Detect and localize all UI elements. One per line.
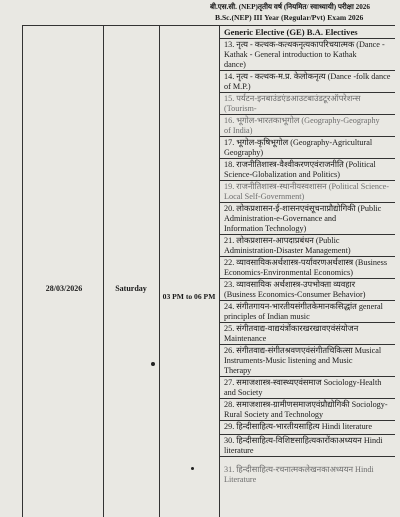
- subject-line: Literature: [224, 475, 257, 485]
- subject-line: 27. समाजशास्त्र-स्वास्थ्यएवंसमाज Sociology-Health: [224, 378, 382, 387]
- section-title: Generic Elective (GE) B.A. Electives: [219, 26, 395, 39]
- subject-line: 31. हिन्दीसाहित्य-रचनात्मकलेखनकाअध्ययन Hindi: [224, 465, 374, 474]
- subject-list: [219, 39, 395, 494]
- subject-line: 20. लोकप्रशासन-ई-शासनएवंसूचनाप्रौद्योगिकी (Public: [224, 204, 382, 213]
- header-hindi: बी.एस.सी. (NEP)तृतीय वर्ष (नियमित/ स्वाध्यायी) परीक्षा 2026: [210, 3, 370, 11]
- subject-line: literature: [224, 446, 254, 456]
- schedule-table: [22, 25, 395, 517]
- header-english: B.Sc.(NEP) III Year (Regular/Pvt) Exam 2026: [215, 13, 364, 22]
- subject-line: 17. भूगोल-कृषिभूगोल (Geography-Agricultural: [224, 138, 373, 147]
- ink-dot: [151, 362, 155, 366]
- list-item: [219, 235, 395, 257]
- list-item: [219, 345, 395, 377]
- subject-line: 24. संगीतगायन-भारतीयसंगीतकेमानकसिद्धांत general: [224, 302, 383, 311]
- list-item: [219, 159, 395, 181]
- subject-line: 15. पर्यटन-इनबाउंडएंडआउटबाउंडटूरऑपरेशन्स (Tourism-: [224, 94, 361, 114]
- list-item: [219, 71, 395, 93]
- list-item: [219, 115, 395, 137]
- subject-line: Administration-Disaster Management): [224, 246, 351, 256]
- subject-line: Kathak - General introduction to Kathak: [224, 50, 357, 60]
- subject-line: Instruments-Music listening and Music: [224, 356, 353, 366]
- list-item: [219, 279, 395, 301]
- column-divider: [159, 26, 160, 517]
- list-item: [219, 203, 395, 235]
- subject-line: of M.P.): [224, 82, 251, 92]
- subject-line: 26. संगीतवाद्य-संगीतश्रवणएवंसंगीतचिकित्सा Musical: [224, 346, 382, 355]
- subject-line: 21. लोकप्रशासन-आपदाप्रबंधन (Public: [224, 236, 340, 245]
- list-item: [219, 181, 395, 203]
- list-item: [219, 377, 395, 399]
- subject-line: Rural Society and Technology: [224, 410, 324, 420]
- subject-line: 29. हिन्दीसाहित्य-भारतीयसाहित्य Hindi literature: [224, 422, 373, 431]
- list-item: [219, 93, 395, 115]
- exam-time: 03 PM to 06 PM: [162, 292, 216, 301]
- subject-line: 19. राजनीतिशास्त्र-स्थानीयस्वशासन (Political Science-: [224, 182, 389, 191]
- list-item: [219, 39, 395, 71]
- subject-line: and Society: [224, 388, 263, 398]
- subject-line: Economics-Environmental Economics): [224, 268, 353, 278]
- ink-dot: [191, 467, 194, 470]
- subject-line: 23. व्यावसायिक अर्थशास्त्र-उपभोक्ता व्यवहार: [224, 280, 356, 289]
- subject-line: Geography): [224, 148, 264, 158]
- subject-line: 14. नृत्य - कत्थक-म.प्र. केलोकनृत्य (Dance -folk dance: [224, 72, 391, 81]
- list-item: [219, 257, 395, 279]
- subject-line: 28. समाजशास्त्र-ग्रामीणसमाजएवंप्रौद्योगिकी Sociology-: [224, 400, 388, 409]
- subject-line: (Business Economics-Consumer Behavior): [224, 290, 366, 300]
- subject-line: Science-Globalization and Politics): [224, 170, 340, 180]
- list-item: [219, 435, 395, 457]
- subject-line: 13. नृत्य - कत्थक-कत्थकनृत्यकापरिचयात्मक (Dance -: [224, 40, 385, 49]
- exam-date: 28/03/2026: [45, 284, 83, 293]
- subject-line: principles of Indian music: [224, 312, 310, 322]
- subject-line: 18. राजनीतिशास्त्र-वैश्वीकरणएवंराजनीति (Political: [224, 160, 376, 169]
- subject-line: Administration-e-Governance and: [224, 214, 337, 224]
- subject-line: 16. भूगोल-भारतकाभूगोल (Geography-Geography: [224, 116, 380, 125]
- list-item: [219, 399, 395, 421]
- subject-line: dance): [224, 60, 246, 70]
- exam-day: Saturday: [115, 284, 147, 293]
- list-item: [219, 421, 395, 435]
- list-item: [219, 301, 395, 323]
- subject-line: of India): [224, 126, 253, 136]
- subject-line: Information Technology): [224, 224, 307, 234]
- list-item: [219, 323, 395, 345]
- list-item: [219, 137, 395, 159]
- subject-line: 25. संगीतवाद्य-वाद्ययंत्रोंकारखरखावएवंसंयोजन Maintenance: [224, 324, 359, 344]
- subject-line: 30. हिन्दीसाहित्य-विशिष्टसाहित्यकारोंकाअध्ययन Hindi: [224, 436, 383, 445]
- subject-line: Therapy: [224, 366, 252, 376]
- subject-line: Local Self-Government): [224, 192, 305, 202]
- column-divider: [103, 26, 104, 517]
- subject-line: 22. व्यावसायिकअर्थशास्त्र-पर्यावरणअर्थशास्त्र (Business: [224, 258, 388, 267]
- list-item: [219, 457, 395, 494]
